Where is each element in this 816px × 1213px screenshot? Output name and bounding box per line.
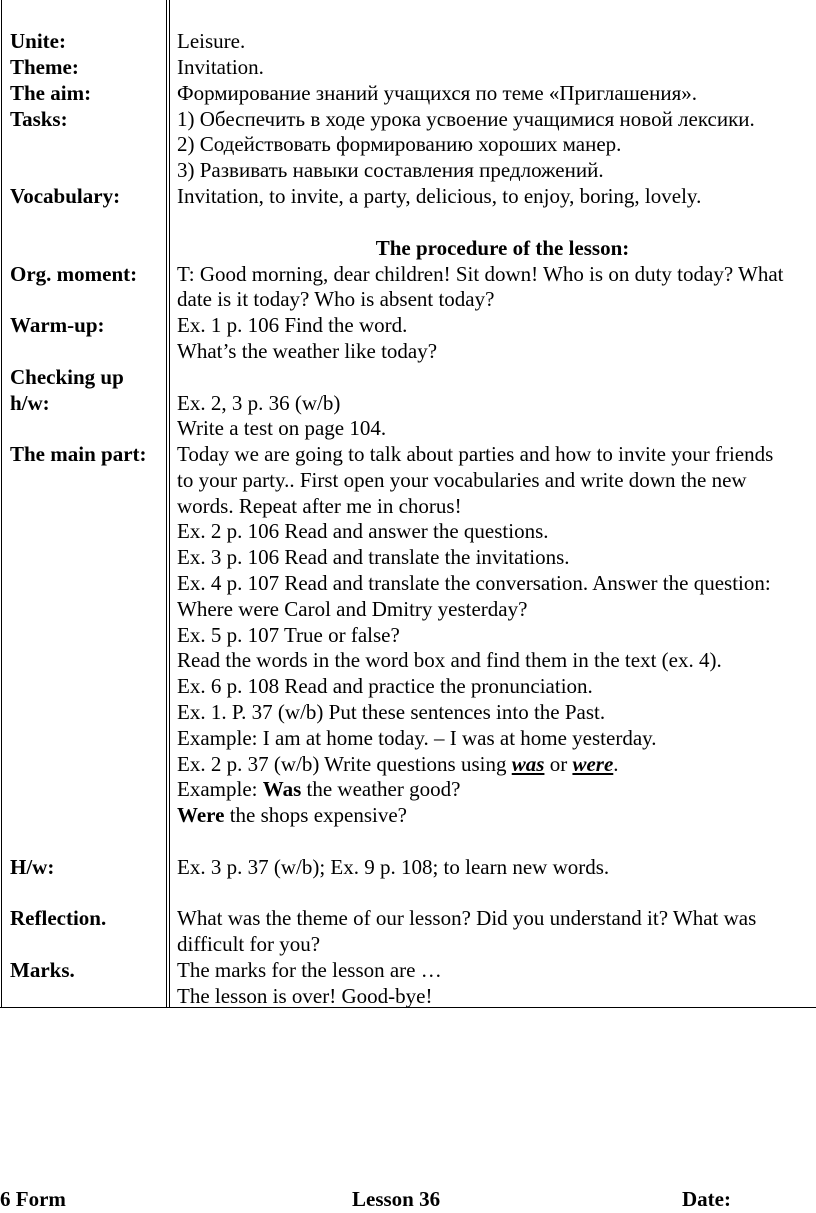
marks-line-2: The lesson is over! Good-bye! [177,984,433,1008]
main-line-13-end: . [613,752,619,776]
marks-line-1: The marks for the lesson are … [177,958,442,982]
reflection-line-1: What was the theme of our lesson? Did you understand it? What was [177,906,757,930]
main-line-14 [177,776,460,802]
main-line-14-rest: the weather good? [301,777,461,801]
word-were-emphasis: were [572,752,614,776]
label-marks: Marks. [10,958,75,982]
label-reflection: Reflection. [10,906,107,930]
theme-value: Invitation. [177,55,264,79]
main-line-8: Ex. 5 p. 107 True or false? [177,623,400,647]
main-line-13 [177,751,619,777]
org-line-1: T: Good morning, dear children! Sit down! Who is on duty today? What [177,262,784,286]
footer-date: Date: [682,1187,731,1211]
label-main-part: The main part: [10,442,147,466]
word-was-bold: Was [262,777,302,801]
label-warm-up: Warm-up: [10,313,105,337]
main-line-5: Ex. 3 p. 106 Read and translate the invitations. [177,545,570,569]
main-line-9: Read the words in the word box and find them in the text (ex. 4). [177,648,722,672]
main-line-4: Ex. 2 p. 106 Read and answer the questions. [177,519,549,543]
table-left-border [1,0,2,1007]
task-line-1: 1) Обеспечить в ходе урока усвоение учащимися новой лексики. [177,107,755,131]
label-tasks: Tasks: [10,107,68,131]
main-line-7: Where were Carol and Dmitry yesterday? [177,597,528,621]
footer-lesson: Lesson 36 [352,1187,441,1211]
reflection-line-2: difficult for you? [177,932,321,956]
label-hw: H/w: [10,855,55,879]
vocabulary-value: Invitation, to invite, a party, delicious, to enjoy, boring, lovely. [177,184,702,208]
label-org-moment: Org. moment: [10,262,138,286]
label-vocabulary: Vocabulary: [10,184,121,208]
footer-form: 6 Form [0,1187,66,1211]
warm-line-1: Ex. 1 p. 106 Find the word. [177,313,408,337]
word-were-bold: Were [177,803,225,827]
aim-value: Формирование знаний учащихся по теме «Приглашения». [177,81,698,105]
main-line-13-text: Ex. 2 p. 37 (w/b) Write questions using [177,752,512,776]
label-theme: Theme: [10,55,79,79]
main-line-2: to your party.. First open your vocabularies and write down the new [177,468,747,492]
main-line-1: Today we are going to talk about parties and how to invite your friends [177,442,774,466]
table-column-divider-inner [169,0,170,1007]
task-line-2: 2) Содействовать формированию хороших манер. [177,132,622,156]
label-unite: Unite: [10,29,66,53]
main-line-15 [177,802,407,828]
main-line-12: Example: I am at home today. – I was at home yesterday. [177,726,657,750]
main-line-14-text: Example: [177,777,263,801]
check-line-2: Write a test on page 104. [177,416,387,440]
word-was-emphasis: was [511,752,545,776]
main-line-13-or: or [544,752,573,776]
procedure-heading: The procedure of the lesson: [375,236,630,260]
unite-value: Leisure. [177,29,246,53]
warm-line-2: What’s the weather like today? [177,339,438,363]
main-line-11: Ex. 1. P. 37 (w/b) Put these sentences into the Past. [177,700,606,724]
main-line-6: Ex. 4 p. 107 Read and translate the conversation. Answer the question: [177,571,771,595]
check-line-1: Ex. 2, 3 p. 36 (w/b) [177,391,341,415]
table-column-divider [166,0,167,1007]
label-checking-hw: h/w: [10,391,50,415]
main-line-3: words. Repeat after me in chorus! [177,494,462,518]
hw-value: Ex. 3 p. 37 (w/b); Ex. 9 p. 108; to learn new words. [177,855,610,879]
task-line-3: 3) Развивать навыки составления предложений. [177,158,604,182]
org-line-2: date is it today? Who is absent today? [177,287,495,311]
main-line-10: Ex. 6 p. 108 Read and practice the pronunciation. [177,674,593,698]
main-line-15-rest: the shops expensive? [224,803,407,827]
label-aim: The aim: [10,81,92,105]
label-checking-up: Checking up [10,365,124,389]
